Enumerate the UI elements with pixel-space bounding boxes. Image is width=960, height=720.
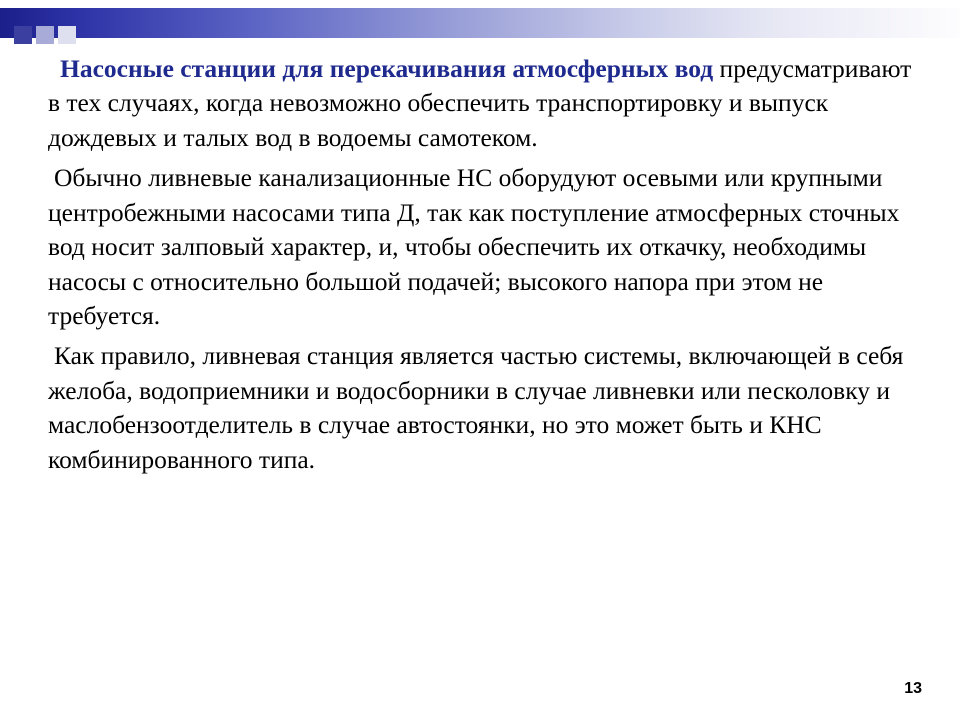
paragraph-1-rest: предусматривают в тех случаях, когда невозможно обеспечить транспортировку и выпуск дождевых и талых вод в водоемы самотеком. xyxy=(48,54,912,152)
header-square-medium xyxy=(36,26,54,44)
slide-body xyxy=(48,52,920,483)
header-decoration-band xyxy=(0,8,960,38)
paragraph-1 xyxy=(48,52,920,155)
header-square-light xyxy=(58,26,76,44)
header-square-dark xyxy=(14,26,32,44)
lead-phrase-part1: Насосные станции xyxy=(60,54,283,83)
paragraph-2: Обычно ливневые канализационные НС оборудуют осевыми или крупными центробежными насосами типа Д, так как поступление атмосферных сточных вод носит залповый характер, и, чтобы обеспечить их откачку, необходимы насосы с относительно большой подачей; высокого напора при этом не требуется. xyxy=(48,163,900,330)
lead-phrase-underlined: вод xyxy=(674,54,714,83)
paragraph-3: Как правило, ливневая станция является частью системы, включающей в себя желоба, водоприемники и водосборники в случае ливневки или песколовку и маслобензоотделитель в случае автостоянки, но это может быть и КНС комбинированного типа. xyxy=(48,341,904,474)
page-number: 13 xyxy=(904,680,922,697)
lead-phrase-part2: для перекачивания атмосферных xyxy=(282,54,675,83)
